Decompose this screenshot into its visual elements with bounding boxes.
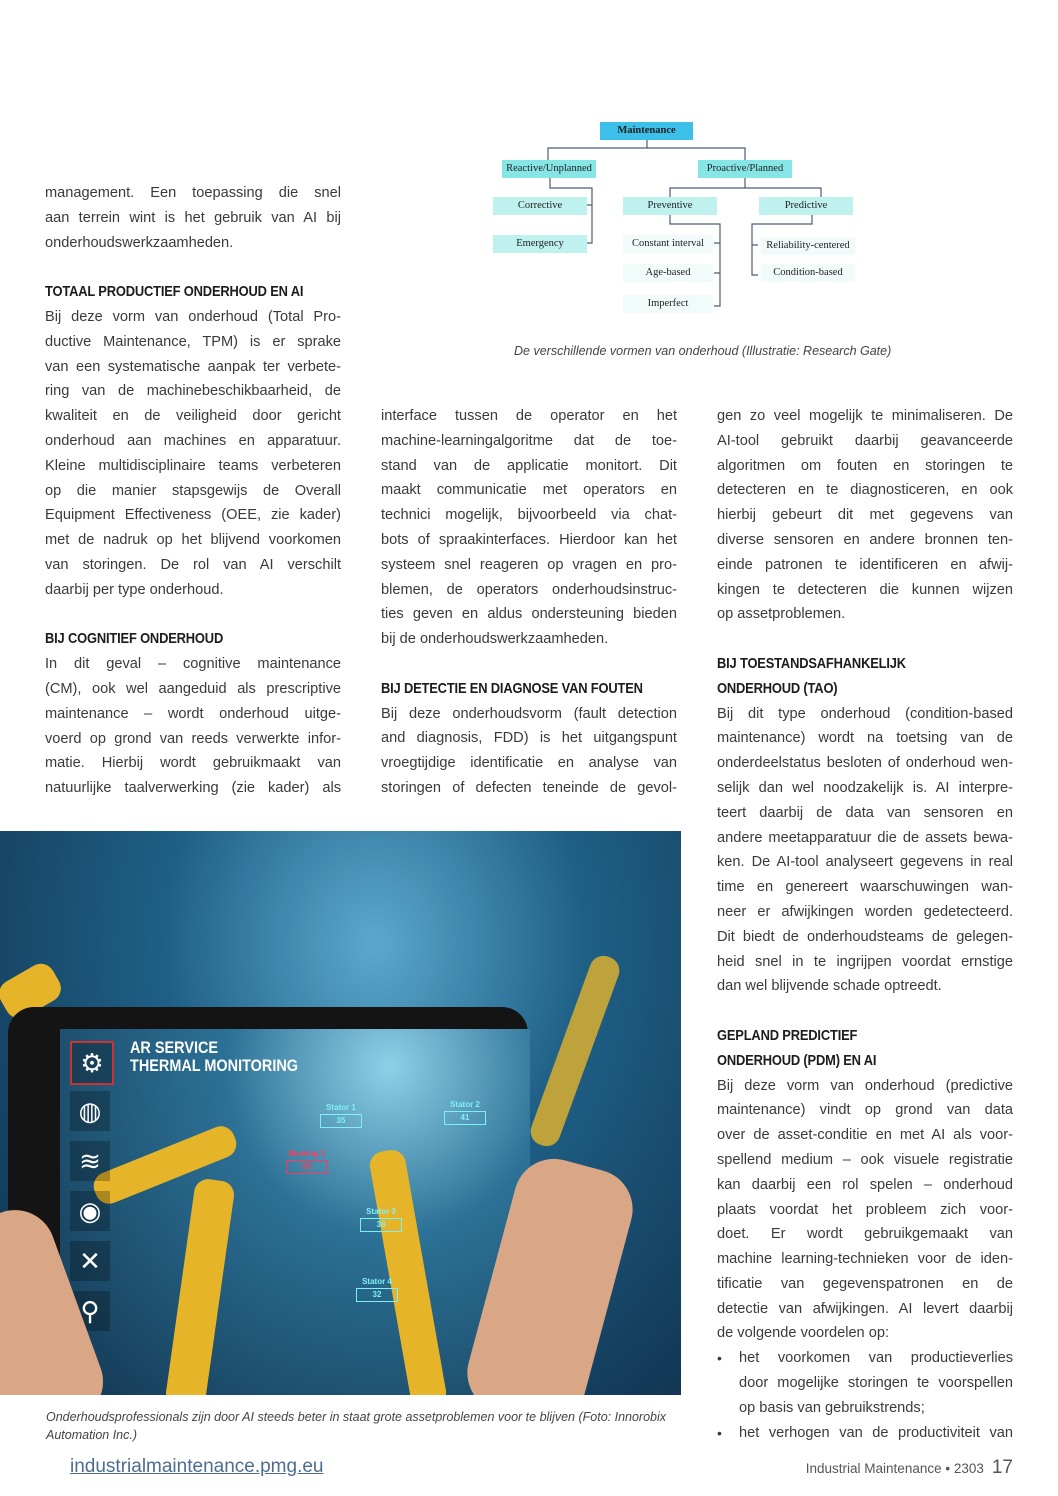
text-line: neer er afwijkingen worden gedetecteerd. xyxy=(717,903,1013,920)
text-line: blemen, de operators onderhoudsinstruc- xyxy=(381,581,677,598)
text-line: op die manier stapsgewijs de Overall xyxy=(45,482,341,499)
section-heading xyxy=(717,652,1013,702)
paragraph-spacer xyxy=(717,999,1013,1024)
text-line: maintenance) wordt na toetsing van de xyxy=(717,730,1013,747)
paragraph xyxy=(45,305,341,603)
diagram-node-maintenance: Maintenance xyxy=(600,122,693,140)
text-line: Equipment Effectiveness (OEE, zie kader) xyxy=(45,507,341,524)
text-line: kwaliteit en de veiligheid door gericht xyxy=(45,408,341,425)
paragraph-spacer xyxy=(45,255,341,280)
text-line: detecteren en te diagnosticeren, en ook xyxy=(717,482,1013,499)
diagram-node-age-based: Age-based xyxy=(623,264,713,282)
text-line: management. Een toepassing die snel xyxy=(45,185,341,201)
text-line: kingen te detecteren die kunnen wijzen xyxy=(717,581,1013,598)
robot-arm-background xyxy=(527,952,624,1150)
text-line: Bij deze vorm van onderhoud (Total Pro- xyxy=(45,308,341,325)
globe-icon: ◍ xyxy=(70,1091,110,1131)
text-line: daarbij per type onderhoud. xyxy=(45,581,224,598)
text-line: technici mogelijk, bijvoorbeeld via chat- xyxy=(381,507,677,524)
text-line: heid snel in te ingrijpen voordat ernstige xyxy=(717,953,1013,970)
text-column-3 xyxy=(717,404,1013,1445)
paragraph xyxy=(45,652,341,801)
text-line: van storingen. De rol van AI verschilt xyxy=(45,556,341,573)
text-line: Bij dit type onderhoud (condition-based xyxy=(717,705,1013,722)
sensor-tag-stator-4: Stator 4 32 xyxy=(356,1277,398,1302)
ar-title-line-2: THERMAL MONITORING xyxy=(130,1056,299,1075)
section-heading xyxy=(45,627,341,652)
text-line: Bij deze vorm van onderhoud (predictive xyxy=(717,1077,1013,1094)
robot-arm xyxy=(164,1177,236,1395)
bullet-marker: • xyxy=(717,1424,722,1441)
heading-line: GEPLAND PREDICTIEF xyxy=(717,1026,858,1044)
text-line: over de asset-conditie en met AI als voor- xyxy=(717,1127,1013,1144)
text-line: einde patronen te identificeren en afwij- xyxy=(717,556,1013,573)
bullet-item xyxy=(717,1346,1013,1420)
text-line: op basis van gebruikstrends; xyxy=(739,1399,925,1416)
text-line: maintenance – wordt onderhoud uitge- xyxy=(45,705,341,722)
diagram-node-reactive: Reactive/Unplanned xyxy=(502,160,596,178)
text-line: selijk dan wel noodzakelijk is. AI interpre- xyxy=(717,779,1013,796)
text-line: detectie van afwijkingen. AI levert daarbij xyxy=(717,1300,1013,1317)
text-line: natuurlijke taalverwerking (zie kader) als xyxy=(45,780,341,797)
heading-line: BIJ COGNITIEF ONDERHOUD xyxy=(45,630,224,648)
text-line: Dit biedt de onderhoudsteams de gelegen- xyxy=(717,928,1013,945)
text-line: bij de onderhoudswerkzaamheden. xyxy=(381,631,609,648)
diagram-caption: De verschillende vormen van onderhoud (Illustratie: Research Gate) xyxy=(514,344,892,358)
text-line: and diagnosis, FDD) is het uitgangspunt xyxy=(381,730,677,747)
text-column-2 xyxy=(381,404,677,801)
text-line: met de nadruk op het blijvend voorkomen xyxy=(45,532,341,549)
paragraph xyxy=(717,404,1013,627)
paragraph-spacer xyxy=(717,627,1013,652)
text-line: hierbij gebeurt dit met gegevens van xyxy=(717,507,1013,524)
text-line: maakt communicatie met operators en xyxy=(381,482,677,499)
text-line: diverse sensoren en andere bronnen ten- xyxy=(717,531,1013,548)
robot-arm-icon: ⚲ xyxy=(70,1291,110,1331)
bullet-marker: • xyxy=(717,1350,722,1367)
text-line: tificatie van gegevenspatronen en de xyxy=(717,1275,1013,1292)
diagram-node-emergency: Emergency xyxy=(493,235,587,253)
text-line: kan daarbij een rol spelen – onderhoud xyxy=(717,1176,1013,1193)
text-line: (CM), ook wel aangeduid als prescriptive xyxy=(45,680,341,697)
diagram-node-imperfect: Imperfect xyxy=(623,295,713,313)
heading-line: BIJ DETECTIE EN DIAGNOSE VAN FOUTEN xyxy=(381,679,643,697)
text-line: het verhogen van de productiviteit van xyxy=(739,1424,1013,1441)
text-line: door mogelijke storingen te voorspellen xyxy=(739,1375,1013,1392)
paragraph xyxy=(381,702,677,801)
diagram-node-condition-based: Condition-based xyxy=(761,264,855,282)
text-line: In dit geval – cognitive maintenance xyxy=(45,656,341,673)
heading-line: ONDERHOUD (PDM) EN AI xyxy=(717,1051,877,1069)
text-line: machine-learningalgoritme dat de toe- xyxy=(381,432,677,449)
text-line: het voorkomen van productieverlies xyxy=(739,1350,1013,1367)
text-line: onderdeelstatus besloten of onderhoud wen- xyxy=(717,755,1013,772)
text-line: ring van de machinebeschikbaarheid, de xyxy=(45,383,341,400)
text-line: ties geven en aldus ondersteuning bieden xyxy=(381,606,677,623)
text-line: storingen of defecten teneinde de gevol- xyxy=(381,779,677,796)
tools-icon: ✕ xyxy=(70,1241,110,1281)
paragraph-spacer xyxy=(45,603,341,628)
magazine-issue: Industrial Maintenance • 2303 xyxy=(805,1461,984,1476)
text-line: bots of spraakinterfaces. Hierdoor kan het xyxy=(381,531,677,548)
wifi-icon: ≋ xyxy=(70,1141,110,1181)
text-line: machine learning-technieken voor de iden- xyxy=(717,1251,1013,1268)
ar-title xyxy=(130,1039,298,1075)
text-column-1 xyxy=(45,181,341,801)
text-line: plaats voordat het probleem zich voor- xyxy=(717,1201,1013,1218)
text-line: maintenance) vindt op grond van data xyxy=(717,1102,1013,1119)
bullet-item xyxy=(717,1421,1013,1446)
text-line: andere meetapparatuur die de assets bewa- xyxy=(717,829,1013,846)
diagram-node-reliability-centered: Reliability-centered xyxy=(761,237,855,255)
section-heading xyxy=(717,1024,1013,1074)
website-link[interactable]: industrialmaintenance.pmg.eu xyxy=(70,1456,324,1477)
text-line: Bij deze onderhoudsvorm (fault detection xyxy=(381,705,677,722)
page-footer xyxy=(806,1457,1013,1479)
diagram-connectors xyxy=(488,116,868,322)
heading-line: BIJ TOESTANDSAFHANKELIJK xyxy=(717,654,906,672)
section-heading xyxy=(381,677,677,702)
photo-caption: Onderhoudsprofessionals zijn door AI steeds beter in staat grote assetproblemen voor te blijven (Foto: Innorobix Automation Inc.) xyxy=(46,1410,667,1442)
text-line: AI-tool gebruikt daarbij geavanceerde xyxy=(717,432,1013,449)
text-line: voerd op grond van reeds verwerkte infor- xyxy=(45,730,341,747)
robot-arm xyxy=(368,1148,449,1395)
text-line: op assetproblemen. xyxy=(717,606,846,623)
text-line: onderhoud aan machines en apparatuur. xyxy=(45,432,341,449)
sensor-tag-stator-1: Stator 1 35 xyxy=(320,1103,362,1128)
diagram-node-proactive: Proactive/Planned xyxy=(698,160,792,178)
text-line: teert daarbij de data van sensoren en xyxy=(717,804,1013,821)
text-line: vroegtijdige identificatie en analyse van xyxy=(381,755,677,772)
ar-tablet-photo xyxy=(0,831,681,1395)
diagram-node-predictive: Predictive xyxy=(759,197,853,215)
text-line: onderhoudswerkzaamheden. xyxy=(45,234,234,251)
text-line: stand van de applicatie monitort. Dit xyxy=(381,457,677,474)
text-line: spellend medium – ook visuele registratie xyxy=(717,1151,1013,1168)
heading-line: TOTAAL PRODUCTIEF ONDERHOUD EN AI xyxy=(45,283,304,301)
text-line: ductive Maintenance, TPM) is er sprake xyxy=(45,333,341,350)
maintenance-types-diagram xyxy=(488,116,868,322)
paragraph xyxy=(717,702,1013,1000)
diagram-node-preventive: Preventive xyxy=(623,197,717,215)
eye-icon: ◉ xyxy=(70,1191,110,1231)
text-line: Kleine multidisciplinaire teams verbeteren xyxy=(45,457,341,474)
sensor-tag-stator-2: Stator 2 41 xyxy=(444,1100,486,1125)
sensor-tag-stator-3: Stator 3 38 xyxy=(360,1207,402,1232)
ar-title-line-1: AR SERVICE xyxy=(130,1038,219,1057)
paragraph xyxy=(45,181,341,255)
paragraph xyxy=(717,1074,1013,1347)
text-line: gen zo veel mogelijk te minimaliseren. De xyxy=(717,408,1013,424)
gears-icon: ⚙ xyxy=(70,1041,114,1085)
diagram-node-constant-interval: Constant interval xyxy=(623,235,713,253)
text-line: algoritmen om fouten en storingen te xyxy=(717,457,1013,474)
paragraph xyxy=(381,404,677,652)
tablet-screen xyxy=(60,1029,530,1395)
text-line: systeem snel reageren op vragen en pro- xyxy=(381,556,677,573)
paragraph-spacer xyxy=(381,652,677,677)
text-line: interface tussen de operator en het xyxy=(381,408,677,424)
text-line: doet. Er wordt gebruikgemaakt van xyxy=(717,1226,1013,1243)
text-line: ken. De AI-tool analyseert gegevens in real xyxy=(717,854,1013,871)
text-line: van een systematische aanpak ter verbete- xyxy=(45,358,341,375)
diagram-node-corrective: Corrective xyxy=(493,197,587,215)
sensor-tag-bearing-1: Bearing 1 85 xyxy=(286,1149,328,1174)
text-line: time en genereert waarschuwingen wan- xyxy=(717,879,1013,896)
section-heading xyxy=(45,280,341,305)
heading-line: ONDERHOUD (TAO) xyxy=(717,679,838,697)
text-line: de volgende voordelen op: xyxy=(717,1325,890,1342)
page-number: 17 xyxy=(991,1457,1013,1478)
text-line: aan terrein wint is het gebruik van AI bij xyxy=(45,209,341,226)
text-line: matie. Hierbij wordt gebruikmaakt van xyxy=(45,755,341,772)
text-line: dan wel blijvende schade optreedt. xyxy=(717,978,942,995)
